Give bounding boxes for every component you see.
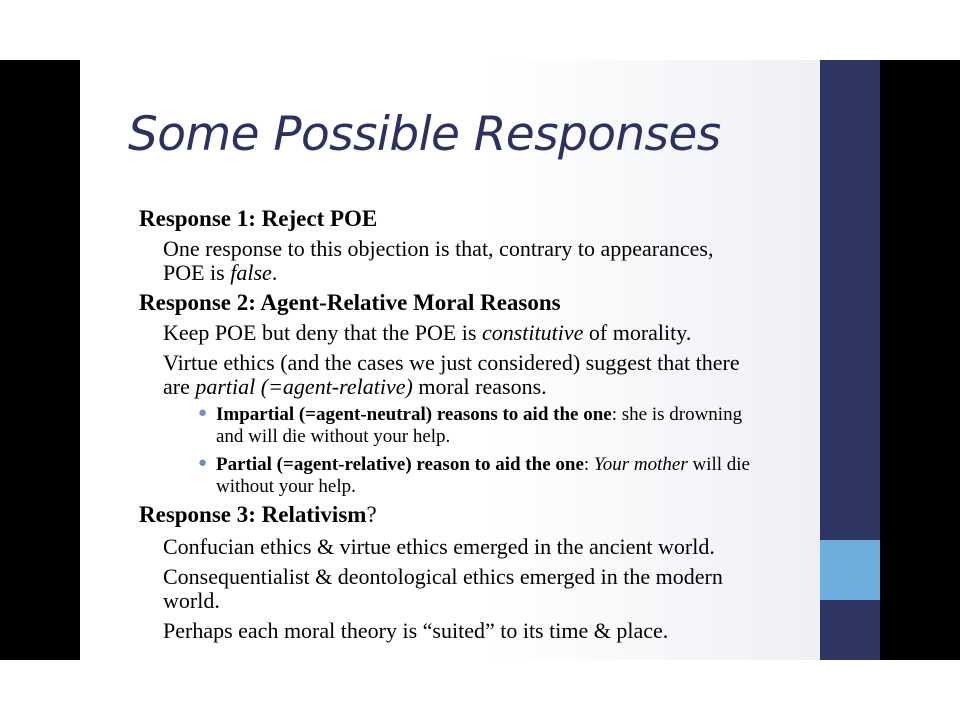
bullet-2-line-1: Partial (=agent-relative) reason to aid the one: Your mother will die (216, 454, 750, 475)
bullet-marker-1: ● (198, 405, 208, 421)
slide-title: Some Possible Responses (128, 107, 721, 162)
response-3-heading: Response 3: Relativism? (139, 502, 377, 527)
response-1-line-1: One response to this objection is that, contrary to appearances, (163, 236, 714, 261)
bullet-marker-2: ● (198, 455, 208, 471)
response-1-heading: Response 1: Reject POE (139, 206, 378, 231)
bullet-1-line-2: and will die without your help. (216, 426, 451, 447)
response-3-paragraph-2-line-1: Consequentialist & deontological ethics emerged in the modern (163, 564, 723, 589)
response-3-paragraph-3: Perhaps each moral theory is “suited” to its time & place. (163, 618, 669, 643)
bullet-1-line-1: Impartial (=agent-neutral) reasons to aid the one: she is drowning (216, 404, 743, 425)
response-2-paragraph-1: Keep POE but deny that the POE is constitutive of morality. (163, 320, 692, 345)
slide-accent-block (820, 540, 880, 600)
response-3-paragraph-1: Confucian ethics & virtue ethics emerged in the ancient world. (163, 534, 715, 559)
bullet-2-line-2: without your help. (216, 476, 356, 497)
response-3-paragraph-2-line-2: world. (163, 588, 220, 613)
response-2-paragraph-2-line-1: Virtue ethics (and the cases we just considered) suggest that there (163, 350, 740, 375)
response-2-paragraph-2-line-2: are partial (=agent-relative) moral reasons. (163, 374, 547, 399)
response-2-heading: Response 2: Agent-Relative Moral Reasons (139, 290, 561, 315)
response-1-line-2: POE is false. (163, 260, 278, 285)
